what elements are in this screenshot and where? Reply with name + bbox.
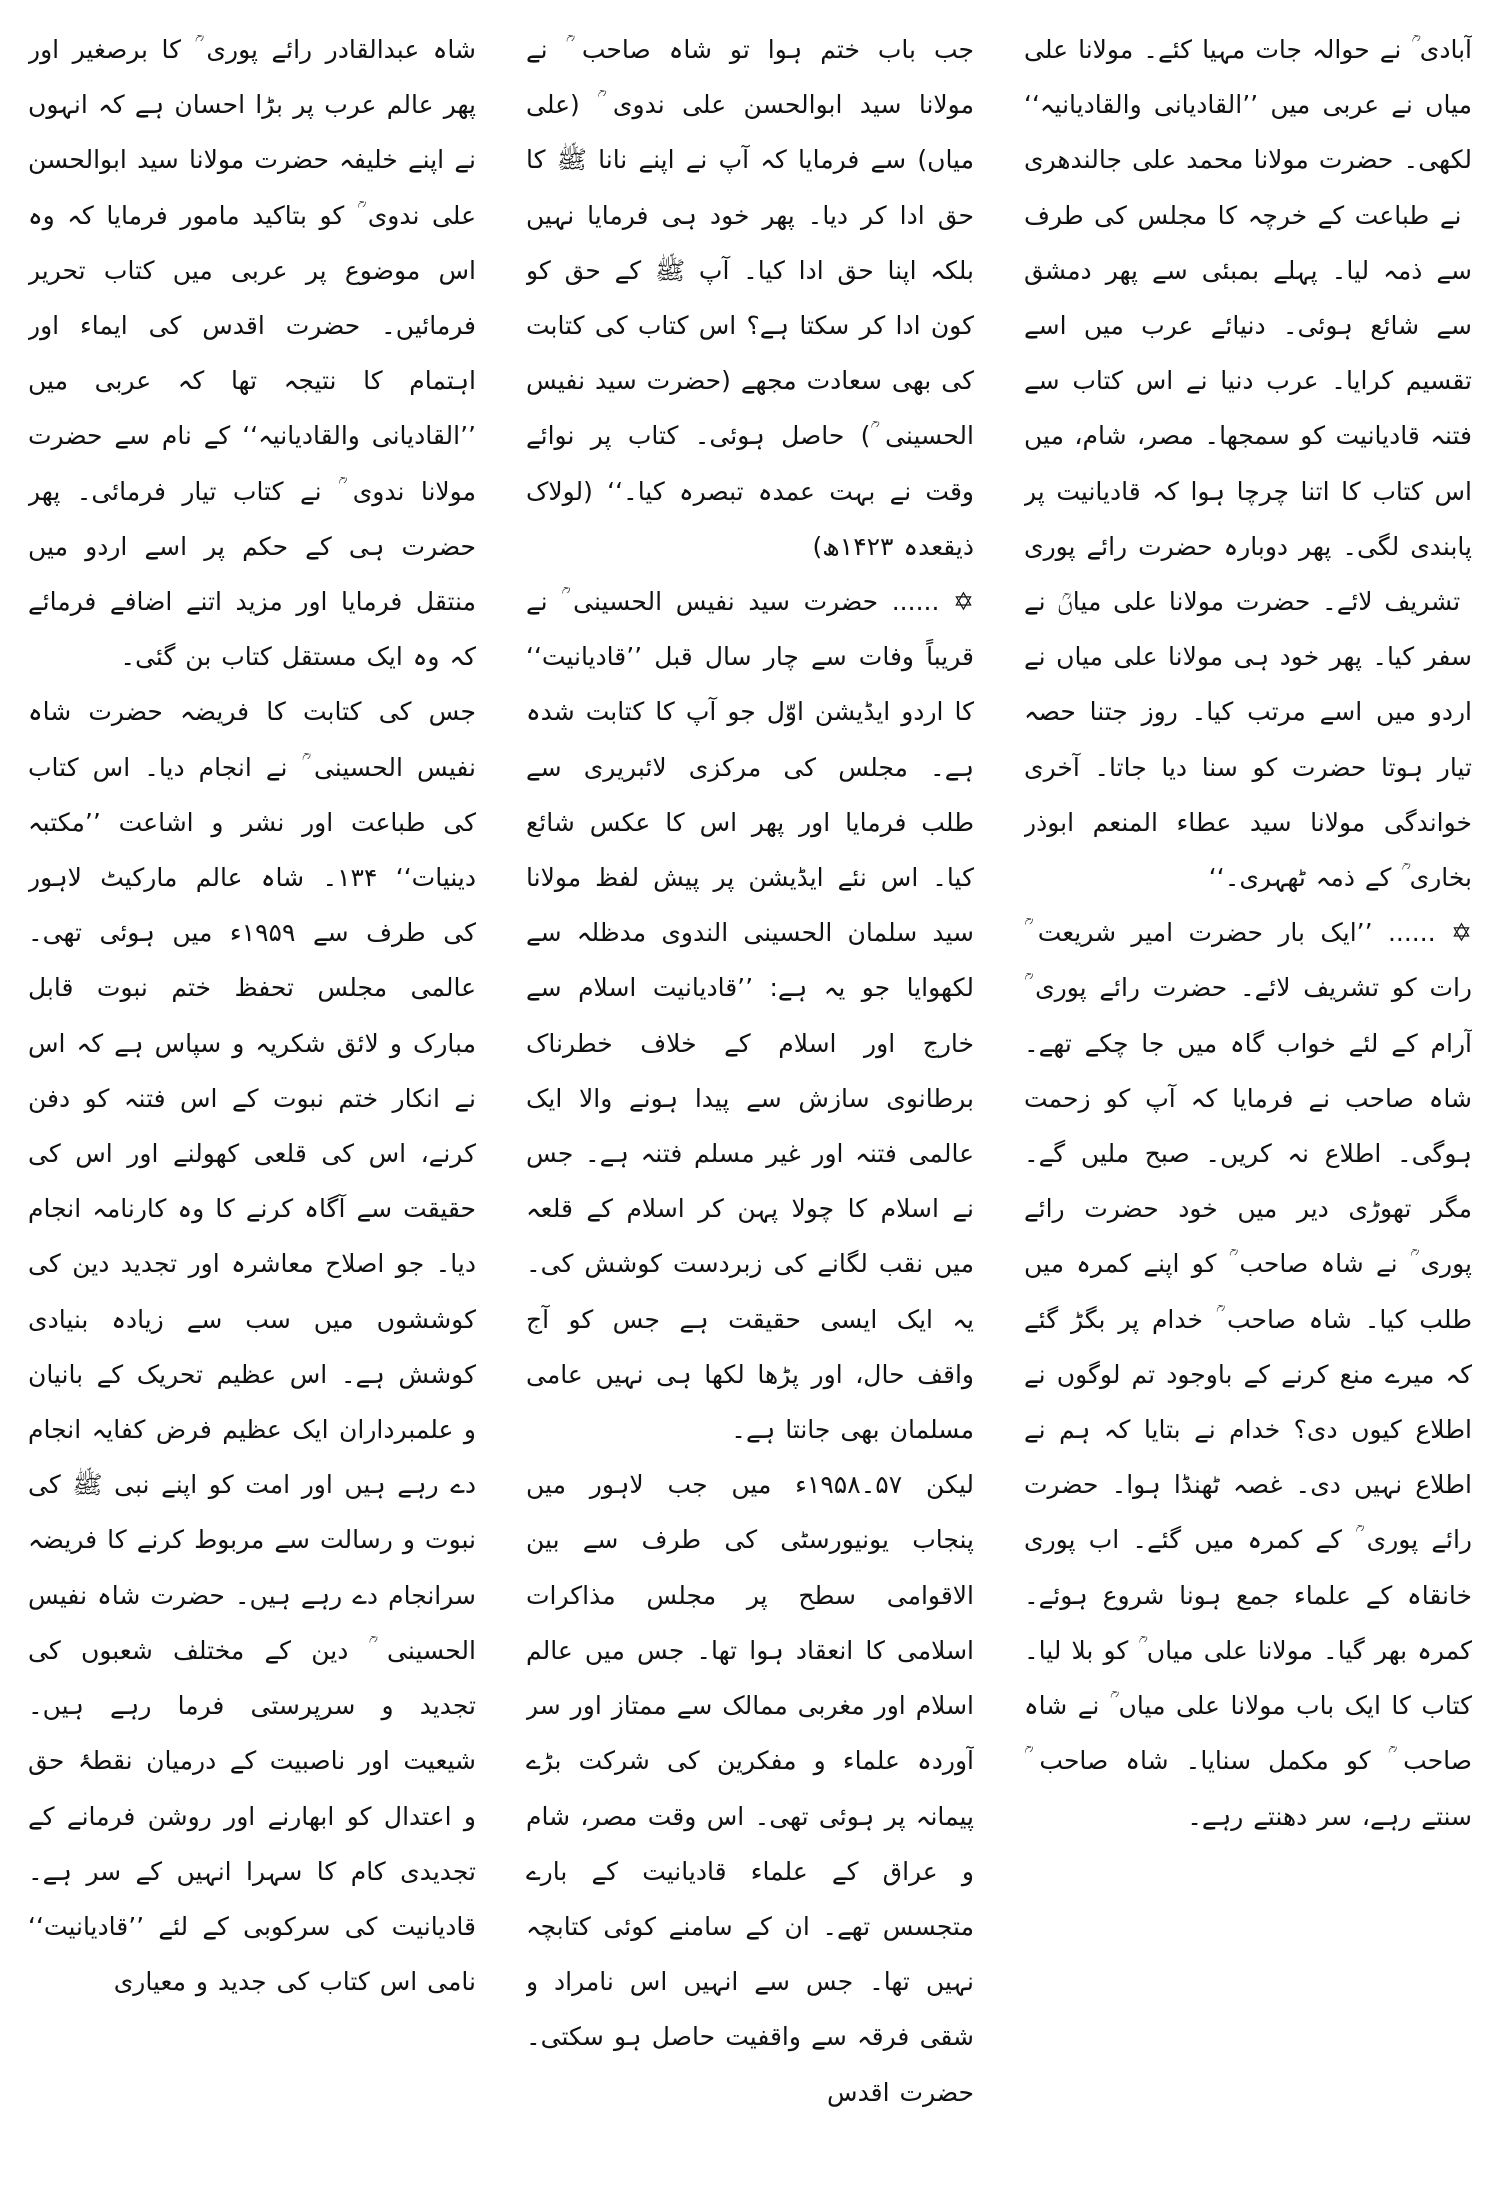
paragraph: جب باب ختم ہوا تو شاہ صاحب ؒ نے مولانا سید ابوالحسن علی ندوی ؒ (علی میاں) سے فرمایا کہ آپ نے اپنے نانا ﷺ کا حق ادا کر دیا۔ پھر خود ہی فرمایا نہیں بلکہ اپنا حق ادا کیا۔ آپ ﷺ کے حق کو کون ادا کر سکتا ہے؟ اس کتاب کی کتابت کی بھی سعادت مجھے (حضرت سید نفیس الحسینی ؒ) حاصل ہوئی۔ کتاب پر نوائے وقت نے بہت عمدہ تبصرہ کیا۔‘‘ (لولاک ذیقعدہ ۱۴۲۳ھ) — [526, 35, 974, 561]
paragraph: آبادی ؒ نے حوالہ جات مہیا کئے۔ مولانا علی میاں نے عربی میں ’’القادیانی والقادیانیہ‘‘ لکھی۔ حضرت مولانا محمد علی جالندھری ؒ نے طباعت کے خرچہ کا مجلس کی طرف سے ذمہ لیا۔ پہلے بمبئی سے پھر دمشق سے شائع ہوئی۔ دنیائے عرب میں اسے تقسیم کرایا۔ عرب دنیا نے اس کتاب سے فتنہ قادیانیت کو سمجھا۔ مصر، شام، میں اس کتاب کا اتنا چرچا ہوا کہ قادیانیت پر پابندی لگی۔ پھر دوبارہ حضرت رائے پوری ؒ تشریف لائے۔ حضرت مولانا علی میاںؒ نے سفر کیا۔ پھر خود ہی مولانا علی میاں نے اردو میں اسے مرتب کیا۔ روز جتنا حصہ تیار ہوتا حضرت کو سنا دیا جاتا۔ آخری خواندگی مولانا سید عطاء المنعم ابوذر بخاری ؒ کے ذمہ ٹھہری۔‘‘ — [1024, 35, 1472, 893]
paragraph: لیکن ۵۷۔۱۹۵۸ء میں جب لاہور میں پنجاب یونیورسٹی کی طرف سے بین الاقوامی سطح پر مجلس مذاکرات اسلامی کا انعقاد ہوا تھا۔ جس میں عالم اسلام اور مغربی ممالک سے ممتاز اور سر آوردہ علماء و مفکرین کی شرکت بڑے پیمانہ پر ہوئی تھی۔ اس وقت مصر، شام و عراق کے علماء قادیانیت کے بارے متجسس تھے۔ ان کے سامنے کوئی کتابچہ نہیں تھا۔ جس سے انہیں اس نامراد و شقی فرقہ سے واقفیت حاصل ہو سکتی۔ حضرت اقدس — [526, 1470, 974, 2107]
paragraph: جس کی کتابت کا فریضہ حضرت شاہ نفیس الحسینی ؒ نے انجام دیا۔ اس کتاب کی طباعت اور نشر و اشاعت ’’مکتبہ دینیات‘‘ ۱۳۴۔ شاہ عالم مارکیٹ لاہور کی طرف سے ۱۹۵۹ء میں ہوئی تھی۔ عالمی مجلس تحفظ ختم نبوت قابل مبارک و لائق شکریہ و سپاس ہے کہ اس نے انکار ختم نبوت کے اس فتنہ کو دفن کرنے، اس کی قلعی کھولنے اور اس کی حقیقت سے آگاہ کرنے کا وہ کارنامہ انجام دیا۔ جو اصلاح معاشرہ اور تجدید دین کی کوششوں میں سب سے زیادہ بنیادی کوشش ہے۔ اس عظیم تحریک کے بانیان و علمبرداران ایک عظیم فرض کفایہ انجام دے رہے ہیں اور امت کو اپنے نبی ﷺ کی نبوت و رسالت سے مربوط کرنے کا فریضہ سرانجام دے رہے ہیں۔ حضرت شاہ نفیس الحسینی ؒ دین کے مختلف شعبوں کی تجدید و سرپرستی فرما رہے ہیں۔ شیعیت اور ناصبیت کے درمیان نقطۂ حق و اعتدال کو ابھارنے اور روشن فرمانے کے تجدیدی کام کا سہرا انہیں کے سر ہے۔ قادیانیت کی سرکوبی کے لئے ’’قادیانیت‘‘ نامی اس کتاب کی جدید و معیاری — [28, 697, 476, 1997]
paragraph: شاہ عبدالقادر رائے پوری ؒ کا برصغیر اور پھر عالم عرب پر بڑا احسان ہے کہ انہوں نے اپنے خلیفہ حضرت مولانا سید ابوالحسن علی ندوی ؒ کو بتاکید مامور فرمایا کہ وہ اس موضوع پر عربی میں کتاب تحریر فرمائیں۔ حضرت اقدس کی ایماء اور اہتمام کا نتیجہ تھا کہ عربی میں ’’القادیانی والقادیانیہ‘‘ کے نام سے حضرت مولانا ندوی ؒ نے کتاب تیار فرمائی۔ پھر حضرت ہی کے حکم پر اسے اردو میں منتقل فرمایا اور مزید اتنے اضافے فرمائے کہ وہ ایک مستقل کتاب بن گئی۔ — [28, 35, 476, 672]
paragraph: ✡ ...... حضرت سید نفیس الحسینی ؒ نے قریباً وفات سے چار سال قبل ’’قادیانیت‘‘ کا اردو ایڈیشن اوّل جو آپ کا کتابت شدہ ہے۔ مجلس کی مرکزی لائبریری سے طلب فرمایا اور پھر اس کا عکس شائع کیا۔ اس نئے ایڈیشن پر پیش لفظ مولانا سید سلمان الحسینی الندوی مدظلہ سے لکھوایا جو یہ ہے: ’’قادیانیت اسلام سے خارج اور اسلام کے خلاف خطرناک برطانوی سازش سے پیدا ہونے والا ایک عالمی فتنہ اور غیر مسلم فتنہ ہے۔ جس نے اسلام کا چولا پہن کر اسلام کے قلعہ میں نقب لگانے کی زبردست کوشش کی۔ یہ ایک ایسی حقیقت ہے جس کو آج واقف حال، اور پڑھا لکھا ہی نہیں عامی مسلمان بھی جانتا ہے۔ — [526, 587, 974, 1445]
text-column-middle — [526, 22, 974, 2182]
newspaper-page — [28, 22, 1472, 2182]
text-column-right — [1024, 22, 1472, 2182]
text-column-left — [28, 22, 476, 2182]
paragraph: ✡ ...... ’’ایک بار حضرت امیر شریعت ؒ رات کو تشریف لائے۔ حضرت رائے پوری ؒ آرام کے لئے خواب گاہ میں جا چکے تھے۔ شاہ صاحب نے فرمایا کہ آپ کو زحمت ہوگی۔ اطلاع نہ کریں۔ صبح ملیں گے۔ مگر تھوڑی دیر میں خود حضرت رائے پوری ؒ نے شاہ صاحب ؒ کو اپنے کمرہ میں طلب کیا۔ شاہ صاحب ؒ خدام پر بگڑ گئے کہ میرے منع کرنے کے باوجود تم لوگوں نے اطلاع کیوں دی؟ خدام نے بتایا کہ ہم نے اطلاع نہیں دی۔ غصہ ٹھنڈا ہوا۔ حضرت رائے پوری ؒ کے کمرہ میں گئے۔ اب پوری خانقاہ کے علماء جمع ہونا شروع ہوئے۔ کمرہ بھر گیا۔ مولانا علی میاں ؒ کو بلا لیا۔ کتاب کا ایک باب مولانا علی میاں ؒ نے شاہ صاحب ؒ کو مکمل سنایا۔ شاہ صاحب ؒ سنتے رہے، سر دھنتے رہے۔ — [1024, 918, 1472, 1831]
